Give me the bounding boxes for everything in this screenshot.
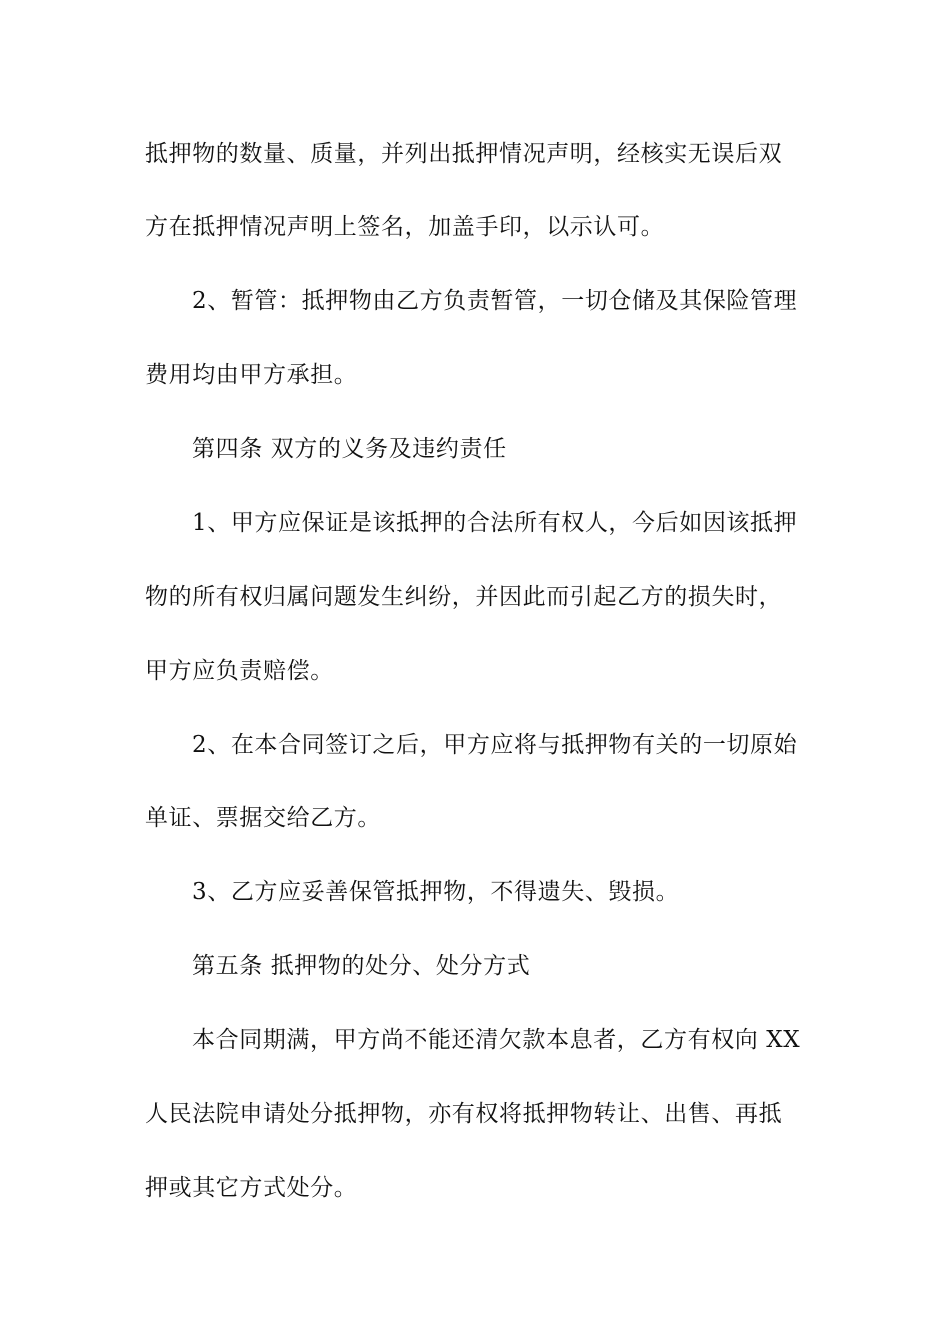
paragraph-line: 押或其它方式处分。	[145, 1175, 358, 1201]
paragraph-line: 抵押物的数量、质量，并列出抵押情况声明，经核实无误后双	[145, 141, 783, 167]
paragraph-line: 1、甲方应保证是该抵押的合法所有权人，今后如因该抵押	[192, 510, 798, 536]
paragraph-line: 本合同期满，甲方尚不能还清欠款本息者，乙方有权向 XX	[192, 1027, 801, 1053]
section-heading: 第五条 抵押物的处分、处分方式	[192, 953, 531, 979]
paragraph-line: 人民法院申请处分抵押物，亦有权将抵押物转让、出售、再抵	[145, 1101, 783, 1127]
paragraph-line: 甲方应负责赔偿。	[145, 658, 334, 684]
paragraph-line: 物的所有权归属问题发生纠纷，并因此而引起乙方的损失时，	[145, 584, 783, 610]
paragraph-line: 方在抵押情况声明上签名，加盖手印，以示认可。	[145, 214, 665, 240]
paragraph-line: 2、暂管：抵押物由乙方负责暂管，一切仓储及其保险管理	[192, 288, 798, 314]
paragraph-line: 3、乙方应妥善保管抵押物，不得遗失、毁损。	[192, 879, 680, 905]
paragraph-line: 费用均由甲方承担。	[145, 362, 358, 388]
section-heading: 第四条 双方的义务及违约责任	[192, 436, 507, 462]
paragraph-line: 2、在本合同签订之后，甲方应将与抵押物有关的一切原始	[192, 732, 798, 758]
paragraph-line: 单证、票据交给乙方。	[145, 805, 381, 831]
